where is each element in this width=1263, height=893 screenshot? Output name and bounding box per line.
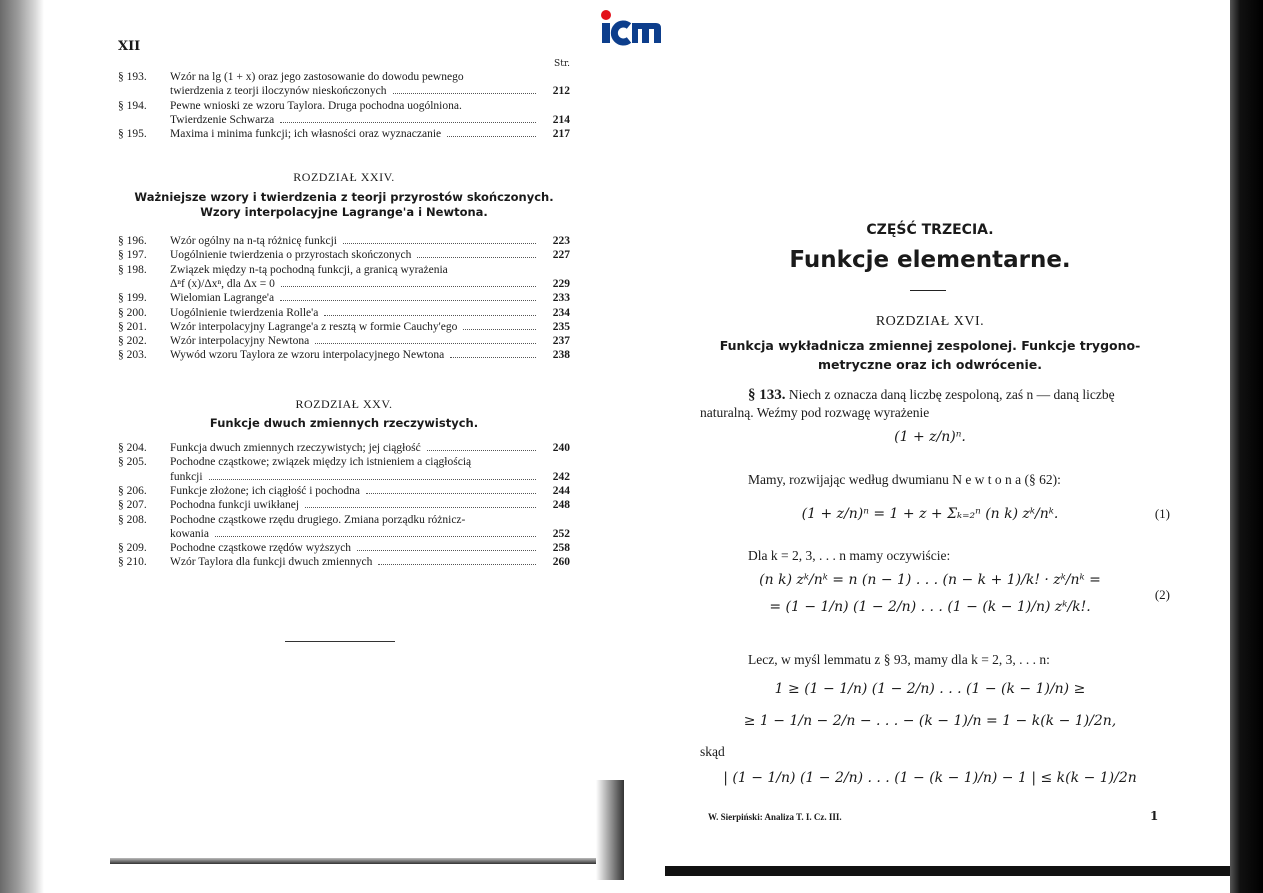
page-ref: 252 [552, 527, 570, 540]
section-number: § 202. [118, 335, 147, 348]
section-number: § 205. [118, 456, 147, 469]
equation-number: (1) [1154, 506, 1170, 521]
dot-leader [315, 343, 536, 344]
entry-title: Funkcja dwuch zmiennych rzeczywistych; jej ciągłość [170, 442, 421, 454]
scan-shadow [110, 858, 600, 864]
dot-leader [366, 493, 536, 494]
entry-title: Δⁿf (x)/Δxⁿ, dla Δx = 0 [170, 277, 275, 290]
equation-number: (2) [1154, 587, 1170, 602]
entry-title: twierdzenia z teorji iloczynów nieskończonych [170, 85, 387, 98]
section-number: § 193. [118, 71, 147, 83]
chapter-title-line: Ważniejsze wzory i twierdzenia z teorji przyrostów skończonych. [134, 190, 554, 204]
formula [700, 506, 1170, 522]
footer-signature: W. Sierpiński: Analiza T. I. Cz. III. [708, 812, 842, 822]
page-ref: 258 [552, 542, 570, 555]
entry-title: funkcji [170, 470, 203, 483]
entry-title: Wzór ogólny na n-tą różnicę funkcji [170, 235, 338, 247]
section-number: § 210. [118, 556, 147, 569]
section-number: § 201. [118, 320, 147, 333]
toc-entry [118, 234, 570, 248]
page-ref: 244 [552, 484, 570, 497]
formula: ≥ 1 − 1/n − 2/n − . . . − (k − 1)/n = 1 − k(k − 1)/2n, [743, 713, 1117, 729]
toc-entry [118, 320, 570, 334]
page-ref: 240 [552, 442, 570, 454]
page-ref: 212 [552, 85, 570, 98]
toc-entry [118, 334, 570, 348]
page-ref: 238 [552, 349, 570, 362]
toc-entry [118, 306, 570, 320]
entry-title: Funkcje złożone; ich ciągłość i pochodna [170, 484, 361, 497]
paragraph: Dla k = 2, 3, . . . n mamy oczywiście: [748, 548, 951, 563]
toc-entry [118, 263, 570, 292]
entry-title: Pochodne cząstkowe; związek między ich istnieniem a ciągłością [170, 456, 472, 469]
toc-entry [118, 441, 570, 455]
page-number: 1 [1150, 809, 1159, 823]
toc-entry [118, 127, 570, 141]
part-heading: CZĘŚĆ TRZECIA. [866, 222, 994, 238]
paragraph: skąd [700, 744, 725, 759]
entry-title: Wzór Taylora dla funkcji dwuch zmiennych [170, 556, 373, 569]
toc-entry [118, 455, 570, 484]
page-ref: 233 [552, 292, 570, 305]
icm-logo [599, 6, 663, 46]
dot-leader [215, 536, 536, 537]
entry-title: Wielomian Lagrange'a [170, 292, 275, 305]
section-number: § 203. [118, 349, 147, 362]
section-number: § 196. [118, 235, 147, 247]
section-number: § 208. [118, 513, 147, 526]
entry-title: Maxima i minima funkcji; ich własności oraz wyznaczanie [170, 128, 442, 141]
page-ref: 223 [552, 235, 570, 247]
section-number: § 206. [118, 484, 147, 497]
entry-title: Uogólnienie twierdzenia o przyrostach skończonych [170, 249, 412, 262]
entry-title: Twierdzenie Schwarza [170, 113, 275, 126]
chapter-title-line: Funkcje dwuch zmiennych rzeczywistych. [209, 416, 479, 430]
section-number: § 133. [748, 387, 786, 403]
formula [700, 587, 1170, 615]
page-ref: 214 [552, 113, 570, 126]
toc-entry [118, 99, 570, 128]
page-column-label: Str. [554, 59, 570, 69]
dot-leader [393, 93, 536, 94]
dot-leader [324, 315, 536, 316]
dot-leader [280, 122, 536, 123]
entry-title: Pochodne cząstkowe rzędu drugiego. Zmiana porządku różnicz- [170, 513, 466, 526]
entry-title: Związek między n-tą pochodną funkcji, a granicą wyrażenia [170, 263, 448, 276]
formula: (n k) zᵏ/nᵏ = n (n − 1) . . . (n − k + 1)/k! · zᵏ/nᵏ = [759, 572, 1101, 588]
toc-entry [118, 348, 570, 362]
chapter-heading: ROZDZIAŁ XXV. [295, 397, 393, 411]
book-gutter [596, 780, 624, 880]
paragraph: Mamy, rozwijając według dwumianu N e w t o n a (§ 62): [748, 472, 1061, 487]
section-number: § 194. [118, 99, 147, 112]
toc-entry [118, 70, 570, 99]
section-number: § 198. [118, 263, 147, 276]
formula: | (1 − 1/n) (1 − 2/n) . . . (1 − (k − 1)/n) − 1 | ≤ k(k − 1)/2n [723, 770, 1137, 786]
formula-text: (1 + z/n)ⁿ = 1 + z + Σₖ₌₂ⁿ (n k) zᵏ/nᵏ. [801, 506, 1059, 522]
paragraph [700, 386, 1160, 421]
section-number: § 199. [118, 292, 147, 305]
chapter-title-line: metryczne oraz ich odwrócenie. [817, 357, 1043, 372]
toc-entry [118, 498, 570, 512]
dot-leader [343, 243, 536, 244]
dot-leader [463, 329, 536, 330]
section-number: § 195. [118, 128, 147, 141]
page-ref: 260 [552, 556, 570, 569]
dot-leader [447, 136, 536, 137]
entry-title: Wzór interpolacyjny Lagrange'a z resztą w formie Cauchy'ego [170, 320, 458, 333]
entry-title: Wywód wzoru Taylora ze wzoru interpolacyjnego Newtona [170, 349, 445, 362]
toc-entry [118, 541, 570, 555]
entry-title: Wzór na lg (1 + x) oraz jego zastosowanie do dowodu pewnego [170, 71, 464, 83]
dot-leader [280, 300, 536, 301]
dot-leader [305, 507, 536, 508]
entry-title: Pewne wnioski ze wzoru Taylora. Druga pochodna uogólniona. [170, 99, 462, 112]
entry-title: Wzór interpolacyjny Newtona [170, 335, 310, 348]
page-number: XII [118, 39, 141, 54]
chapter-heading: ROZDZIAŁ XXIV. [293, 170, 395, 184]
toc-entry [118, 555, 570, 569]
divider [910, 290, 946, 291]
formula: (1 + z/n)ⁿ. [894, 429, 966, 445]
scan-shadow [665, 866, 1230, 876]
dot-leader [450, 357, 536, 358]
dot-leader [281, 286, 536, 287]
page-ref: 229 [552, 277, 570, 290]
toc-entry [118, 513, 570, 542]
paragraph-text: Niech z oznacza daną liczbę zespoloną, zaś n — daną liczbę naturalną. Weźmy pod rozwagę wyrażenie [700, 387, 1115, 420]
part-title: Funkcje elementarne. [789, 247, 1071, 273]
page-ref: 217 [552, 128, 570, 141]
page-ref: 235 [552, 320, 570, 333]
page-ref: 242 [552, 470, 570, 483]
toc-entry [118, 291, 570, 305]
dot-leader [378, 564, 536, 565]
entry-title: kowania [170, 527, 209, 540]
paragraph: Lecz, w myśl lemmatu z § 93, mamy dla k = 2, 3, . . . n: [748, 652, 1050, 667]
page-ref: 227 [552, 249, 570, 262]
dot-leader [417, 257, 536, 258]
chapter-title-line: Funkcja wykładnicza zmiennej zespolonej. Funkcje trygono- [719, 338, 1141, 353]
toc-entry [118, 248, 570, 262]
chapter-heading: ROZDZIAŁ XVI. [875, 314, 985, 329]
scan-edge-left [0, 0, 44, 893]
section-number: § 204. [118, 442, 147, 454]
scan-edge-right [1230, 0, 1263, 893]
dot-leader [427, 450, 536, 451]
section-number: § 197. [118, 249, 147, 262]
toc-entry [118, 484, 570, 498]
dot-leader [357, 550, 536, 551]
chapter-title-line: Wzory interpolacyjne Lagrange'a i Newtona. [200, 205, 488, 219]
entry-title: Pochodne cząstkowe rzędów wyższych [170, 542, 352, 555]
formula-text: = (1 − 1/n) (1 − 2/n) . . . (1 − (k − 1)/n) zᵏ/k!. [769, 599, 1091, 615]
entry-title: Pochodna funkcji uwikłanej [170, 499, 300, 512]
divider [285, 641, 395, 642]
entry-title: Uogólnienie twierdzenia Rolle'a [170, 306, 319, 319]
section-number: § 209. [118, 542, 147, 555]
page-ref: 248 [552, 499, 570, 512]
formula: 1 ≥ (1 − 1/n) (1 − 2/n) . . . (1 − (k − 1)/n) ≥ [774, 681, 1086, 697]
page-ref: 234 [552, 306, 570, 319]
section-number: § 207. [118, 499, 147, 512]
page-ref: 237 [552, 335, 570, 348]
dot-leader [209, 479, 536, 480]
section-number: § 200. [118, 306, 147, 319]
